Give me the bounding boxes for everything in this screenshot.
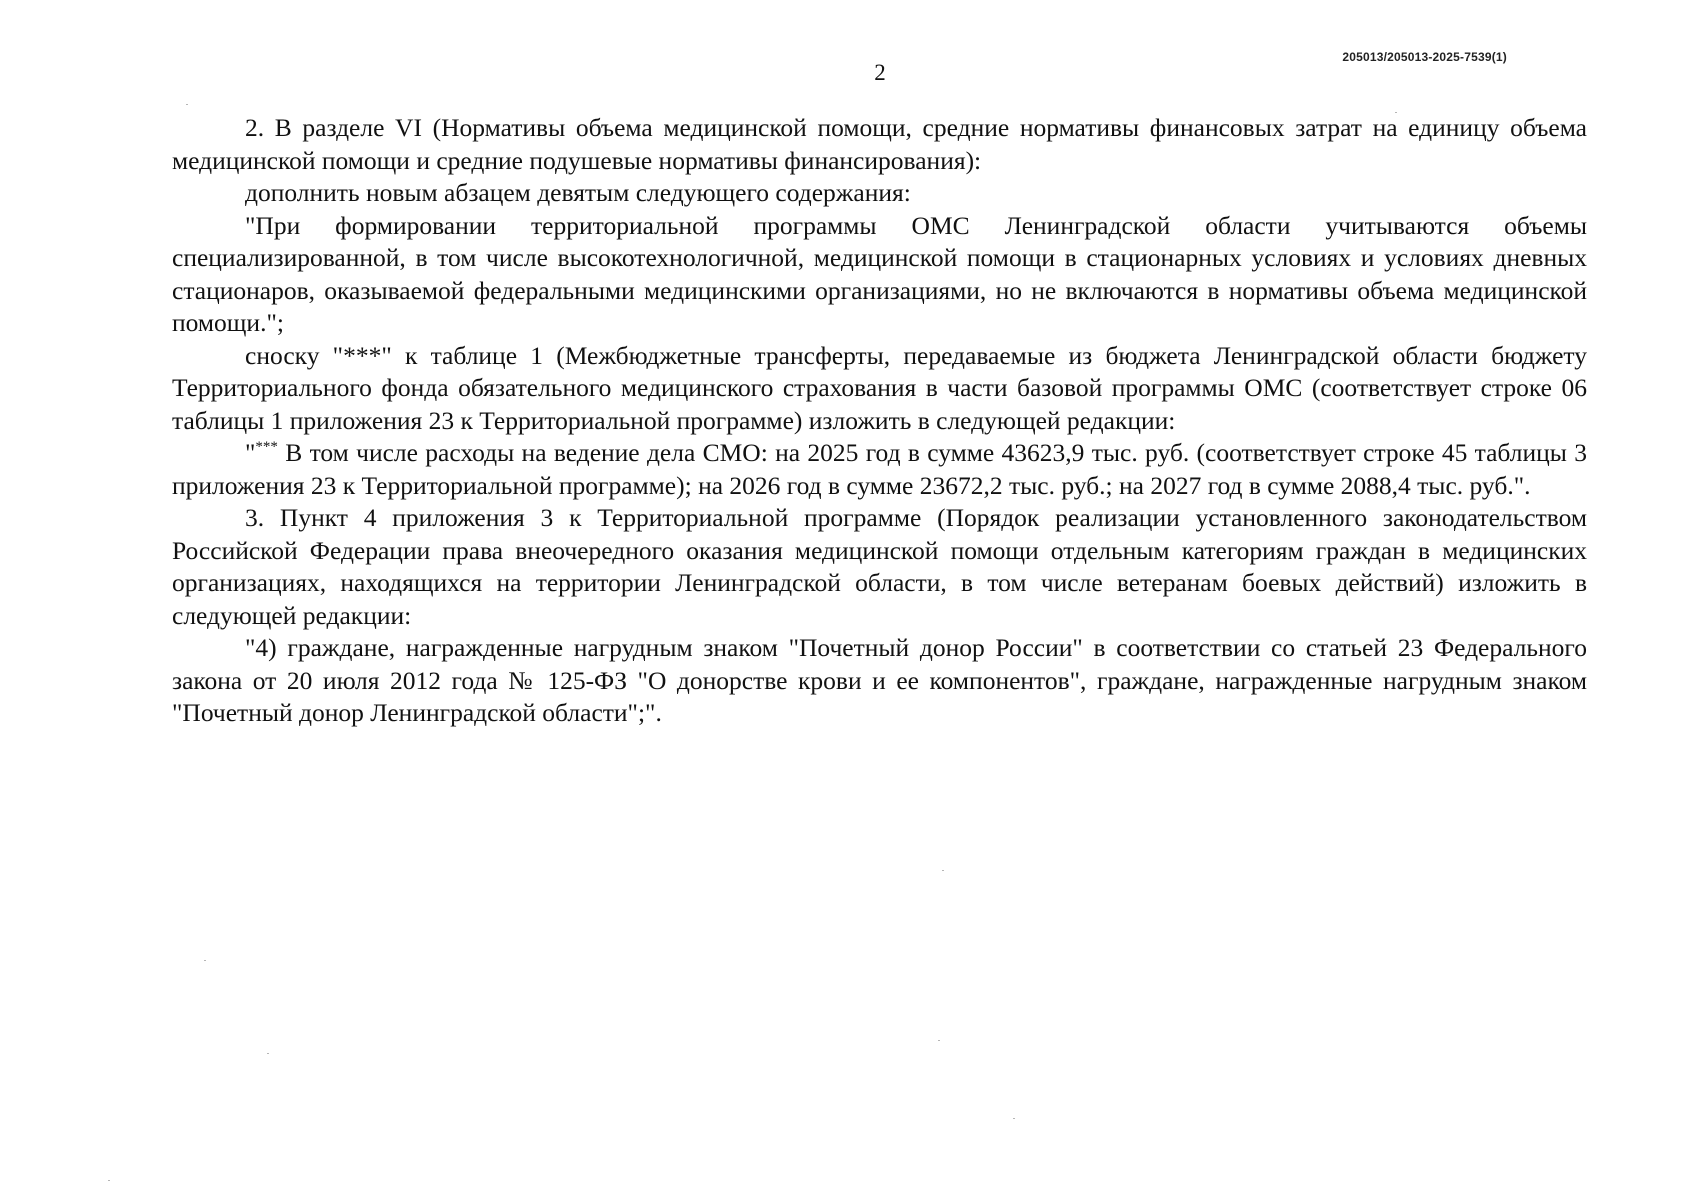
paragraph-section-6-heading: 2. В разделе VI (Нормативы объема медицинской помощи, средние нормативы финансовых затрат на единицу объема медицинской помощи и средние подушевые нормативы финансирования): xyxy=(172,113,1587,175)
footnote-body: В том числе расходы на ведение дела СМО: на 2025 год в сумме 43623,9 тыс. руб. (соответствует строке 45 таблицы 3 приложения 23 к Территориальной программе); на 2026 год в сумме 23672,2 тыс. руб.; на 2027 год в сумме 2088,4 тыс. руб.". xyxy=(172,438,1587,500)
paragraph-footnote-text xyxy=(172,437,1587,502)
scan-speck xyxy=(186,104,188,105)
footnote-open-quote: " xyxy=(245,438,256,467)
paragraph-footnote-instruction: сноску "***" к таблице 1 (Межбюджетные трансферты, передаваемые из бюджета Ленинградской области бюджету Территориального фонда обязательного медицинского страхования в части базовой программы ОМС (соответствует строке 06 таблицы 1 приложения 23 к Территориальной программе) изложить в следующей редакции: xyxy=(172,340,1587,435)
document-id: 205013/205013-2025-7539(1) xyxy=(1342,50,1507,64)
scan-speck xyxy=(1013,1118,1015,1119)
scan-speck xyxy=(108,1180,110,1181)
document-body xyxy=(172,112,1587,730)
scan-speck xyxy=(1395,112,1397,113)
scan-speck xyxy=(267,1053,269,1054)
scan-speck xyxy=(204,960,206,961)
paragraph-quoted-clause: "При формировании территориальной программы ОМС Ленинградской области учитываются объемы специализированной, в том числе высокотехнологичной, медицинской помощи в стационарных условиях и условиях дневных стационаров, оказываемой федеральными медицинскими организациями, но не включаются в нормативы объема медицинской помощи."; xyxy=(172,210,1587,337)
page-number: 2 xyxy=(874,60,886,85)
paragraph-add-ninth-clause: дополнить новым абзацем девятым следующего содержания: xyxy=(245,178,911,207)
scan-speck xyxy=(942,870,944,871)
paragraph-item-3: 3. Пункт 4 приложения 3 к Территориальной программе (Порядок реализации установленного законодательством Российской Федерации права внеочередного оказания медицинской помощи отдельным категориям граждан в медицинских организациях, находящихся на территории Ленинградской области, в том числе ветеранам боевых действий) изложить в следующей редакции: xyxy=(172,503,1587,630)
footnote-marker: *** xyxy=(255,439,278,455)
scan-speck xyxy=(938,1040,940,1041)
paragraph-item-4-quote: "4) граждане, награжденные нагрудным знаком "Почетный донор России" в соответствии со статьей 23 Федерального закона от 20 июля 2012 года № 125-ФЗ "О донорстве крови и ее компонентов", граждане, награжденные нагрудным знаком "Почетный донор Ленинградской области";". xyxy=(172,633,1587,727)
